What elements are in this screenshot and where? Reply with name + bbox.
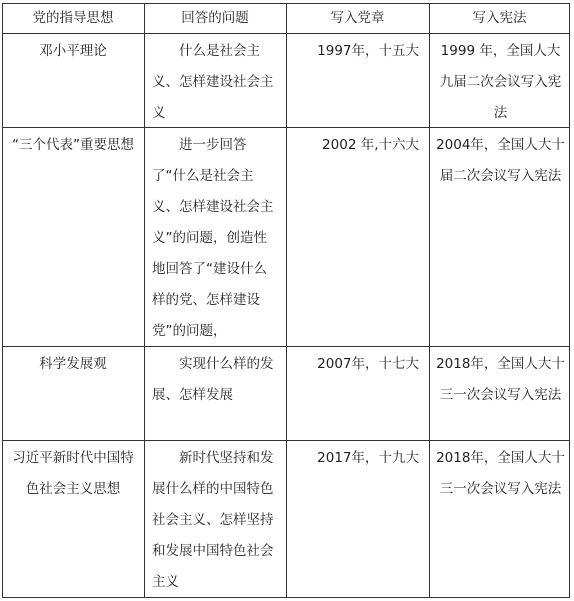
thought-cell: “三个代表”重要思想 (12, 137, 134, 153)
header-question-answered: 回答的问题 (181, 10, 249, 26)
header-party-constitution: 写入党章 (330, 10, 385, 26)
question-cell: 进一步回答了“什么是社会主义、怎样建设社会主义”的问题，创造性地回答了“建设什么样的党、怎样建设党”的问题， (152, 137, 274, 339)
thought-cell: 科学发展观 (39, 356, 107, 372)
table-column-divider (286, 3, 287, 598)
party-constitution-cell: 1997年，十五大 (317, 43, 419, 59)
question-cell: 实现什么样的发展、怎样发展 (152, 356, 274, 403)
header-guiding-thought: 党的指导思想 (32, 10, 114, 26)
party-constitution-cell: 2007年，十七大 (317, 356, 419, 372)
state-constitution-cell: 2018年，全国人大十三一次会议写入宪法 (436, 450, 565, 497)
party-constitution-cell: 2002 年,十六大 (322, 137, 419, 153)
question-cell: 什么是社会主义、怎样建设社会主义 (152, 43, 274, 121)
thought-cell: 邓小平理论 (39, 43, 107, 59)
header-state-constitution: 写入宪法 (472, 10, 527, 26)
thought-cell: 习近平新时代中国特色社会主义思想 (12, 450, 134, 497)
state-constitution-cell: 1999 年，全国人大九届二次会议写入宪法 (439, 43, 562, 121)
question-cell: 新时代坚持和发展什么样的中国特色社会主义、怎样坚持和发展中国特色社会主义 (152, 450, 274, 590)
state-constitution-cell: 2004年，全国人大十届二次会议写入宪法 (436, 137, 565, 184)
table-border-left (2, 3, 3, 598)
guiding-thought-table (2, 3, 570, 598)
state-constitution-cell: 2018年，全国人大十三一次会议写入宪法 (436, 356, 565, 403)
party-constitution-cell: 2017年，十九大 (317, 450, 419, 466)
